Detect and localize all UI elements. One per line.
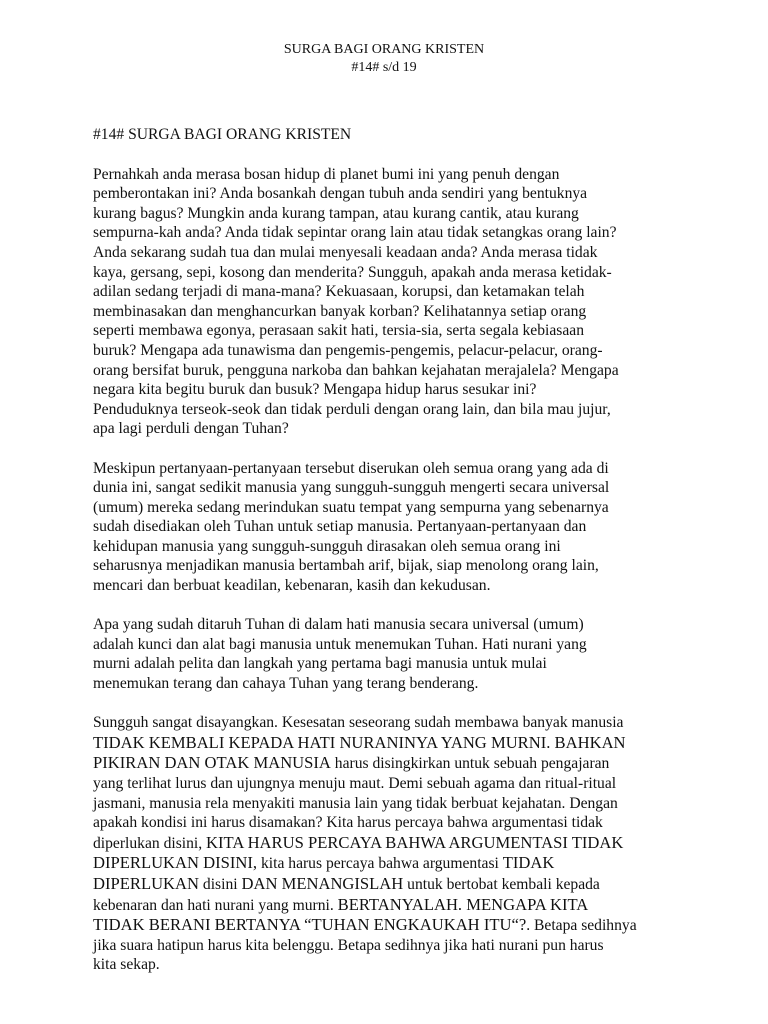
- document-body: [93, 125, 713, 975]
- paragraph-4-part-b: TIDAK KEMBALI KEPADA HATI NURANINYA YANG MURNI. BAHKAN PIKIRAN DAN OTAK MANUSIA: [93, 732, 626, 773]
- paragraph-4: [93, 713, 713, 975]
- paragraph-4-part-j: BERTANYALAH. MENGAPA KITA TIDAK BERANI BERTANYA “TUHAN ENGKAUKAH ITU“?: [93, 894, 589, 935]
- paragraph-4-part-h: DAN MENANGISLAH: [241, 873, 404, 893]
- paragraph-2: Meskipun pertanyaan-pertanyaan tersebut diserukan oleh semua orang yang ada di dunia ini, sangat sedikit manusia yang sungguh-sungguh mengerti secara universal (umum) mereka sedang merindukan suatu tempat yang sempurna yang sebenarnya sudah disediakan oleh Tuhan untuk setiap manusia. Pertanyaan-pertanyaan dan kehidupan manusia yang sungguh-sungguh dirasakan oleh semua orang ini seharusnya menjadikan manusia bertambah arif, bijak, siap menolong orang lain, mencari dan berbuat keadilan, kebenaran, kasih dan kekudusan.: [93, 459, 610, 595]
- paragraph-4-part-a: Sungguh sangat disayangkan. Kesesatan seseorang sudah membawa banyak manusia: [93, 714, 624, 732]
- paragraph-1: Pernahkah anda merasa bosan hidup di planet bumi ini yang penuh dengan pemberontakan ini? Anda bosankah dengan tubuh anda sendiri yang bentuknya kurang bagus? Mungkin anda kurang tampan, atau kurang cantik, atau kurang sempurna-kah anda? Anda tidak sepintar orang lain atau tidak setangkas orang lain? Anda sekarang sudah tua dan mulai menyesali keadaan anda? Anda merasa tidak kaya, gersang, sepi, kosong dan menderita? Sungguh, apakah anda merasa ketidak- adilan sedang terjadi di mana-mana? Kekuasaan, korupsi, dan ketamakan telah membinasakan dan menghancurkan banyak korban? Kelihatannya setiap orang seperti membawa egonya, perasaan sakit hati, tersia-sia, serta segala kebiasaan buruk? Mengapa ada tunawisma dan pengemis-pengemis, pelacur-pelacur, orang- orang bersifat buruk, pengguna narkoba dan bahkan kejahatan merajalela? Mengapa negara kita begitu buruk dan busuk? Mengapa hidup harus sesukar ini? Penduduknya terseok-seok dan tidak perduli dengan orang lain, dan bila mau jujur, apa lagi perduli dengan Tuhan?: [93, 165, 619, 438]
- header-subtitle: #14# s/d 19: [351, 60, 417, 75]
- header-title: SURGA BAGI ORANG KRISTEN: [283, 42, 485, 57]
- paragraph-4-part-i: untuk bertobat kembali kepada kebenaran dan hati nurani yang murni.: [93, 875, 600, 914]
- paragraph-4-part-f: TIDAK DIPERLUKAN: [93, 853, 555, 893]
- paragraph-4-part-e: kita harus percaya bahwa argumentasi: [257, 855, 503, 873]
- page-header: [0, 41, 768, 77]
- paragraph-3: Apa yang sudah ditaruh Tuhan di dalam hati manusia secara universal (umum) adalah kunci dan alat bagi manusia untuk menemukan Tuhan. Hati nurani yang murni adalah pelita dan langkah yang pertama bagi manusia untuk mulai menemukan terang dan cahaya Tuhan yang terang benderang.: [93, 616, 587, 693]
- paragraph-4-part-g: disini: [199, 875, 242, 893]
- paragraph-4-part-k: . Betapa sedihnya jika suara hatipun harus kita belenggu. Betapa sedihnya jika hati nurani pun harus kita sekap.: [93, 917, 637, 974]
- paragraph-4-part-c: harus disingkirkan untuk sebuah pengajaran yang terlihat lurus dan ujungnya menuju maut. Demi sebuah agama dan ritual-ritual jasmani, manusia rela menyakiti manusia lain yang tidak berbuat kejahatan. Dengan apakah kondisi ini harus disamakan? Kita harus percaya bahwa argumentasi tidak diperlukan disini,: [93, 755, 618, 852]
- section-heading: #14# SURGA BAGI ORANG KRISTEN: [93, 126, 352, 143]
- paragraph-4-part-d: KITA HARUS PERCAYA BAHWA ARGUMENTASI TIDAK DIPERLUKAN DISINI,: [93, 832, 624, 873]
